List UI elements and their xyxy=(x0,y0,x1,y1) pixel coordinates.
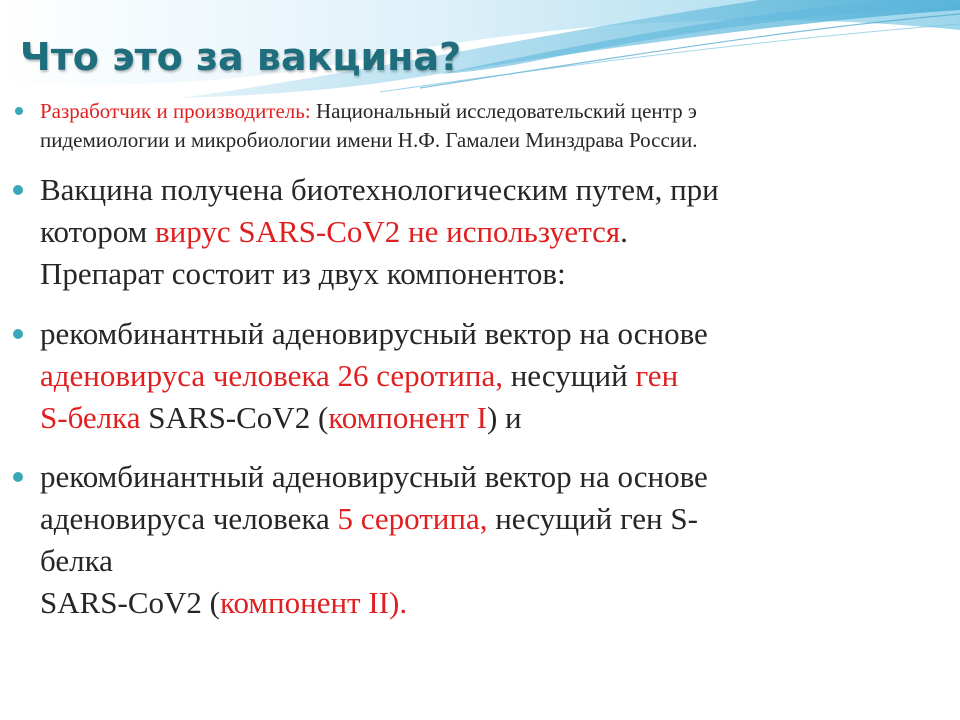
production-line-2c: . xyxy=(620,214,628,249)
component2-line-4a: SARS-CoV2 ( xyxy=(40,585,221,620)
developer-text-1: Национальный исследовательский центр э xyxy=(310,99,697,123)
component2-line-2a: аденовируса человека xyxy=(40,501,338,536)
production-line-2a: котором xyxy=(40,214,155,249)
component1-line-3d: ) и xyxy=(486,400,522,435)
component2-line-4b: компонент II). xyxy=(220,585,408,620)
component2-line-1: рекомбинантный аденовирусный вектор на основе xyxy=(40,459,708,494)
component1-line-3a: S-белка xyxy=(40,400,141,435)
bullet-line xyxy=(40,211,940,253)
bullet-dot-icon xyxy=(15,107,23,115)
developer-text-2: пидемиологии и микробиологии имени Н.Ф. Гамалеи Минздрава России. xyxy=(40,128,698,152)
bullet-dot-icon xyxy=(13,329,23,339)
bullet-line xyxy=(40,498,940,540)
component1-line-3c: компонент I xyxy=(328,400,487,435)
component1-line-2b: несущий xyxy=(502,358,636,393)
bullet-line xyxy=(40,582,940,624)
slide-title: Что это за вакцина? xyxy=(20,35,462,79)
production-line-2b: вирус SARS-CoV2 не используется xyxy=(155,214,621,249)
component2-line-2c: несущий ген S- xyxy=(487,501,698,536)
bullet-component-2 xyxy=(40,456,940,624)
component2-line-2b: 5 серотипа, xyxy=(337,501,488,536)
component1-line-1: рекомбинантный аденовирусный вектор на основе xyxy=(40,316,708,351)
bullet-line xyxy=(40,397,940,439)
component2-line-3: белка xyxy=(40,543,113,578)
bullet-production xyxy=(40,169,940,295)
bullet-line xyxy=(40,355,940,397)
bullet-developer xyxy=(40,97,940,155)
production-line-1: Вакцина получена биотехнологическим путем, при xyxy=(40,172,719,207)
developer-label: Разработчик и производитель: xyxy=(40,99,311,123)
bullet-component-1 xyxy=(40,313,940,439)
bullet-dot-icon xyxy=(13,185,23,195)
production-line-3: Препарат состоит из двух компонентов: xyxy=(40,256,566,291)
bullet-dot-icon xyxy=(13,472,23,482)
bullet-line xyxy=(40,97,940,126)
component1-line-2c: ген xyxy=(635,358,679,393)
component1-line-2a: аденовируса человека 26 серотипа, xyxy=(40,358,503,393)
component1-line-3b: SARS-CoV2 ( xyxy=(140,400,329,435)
